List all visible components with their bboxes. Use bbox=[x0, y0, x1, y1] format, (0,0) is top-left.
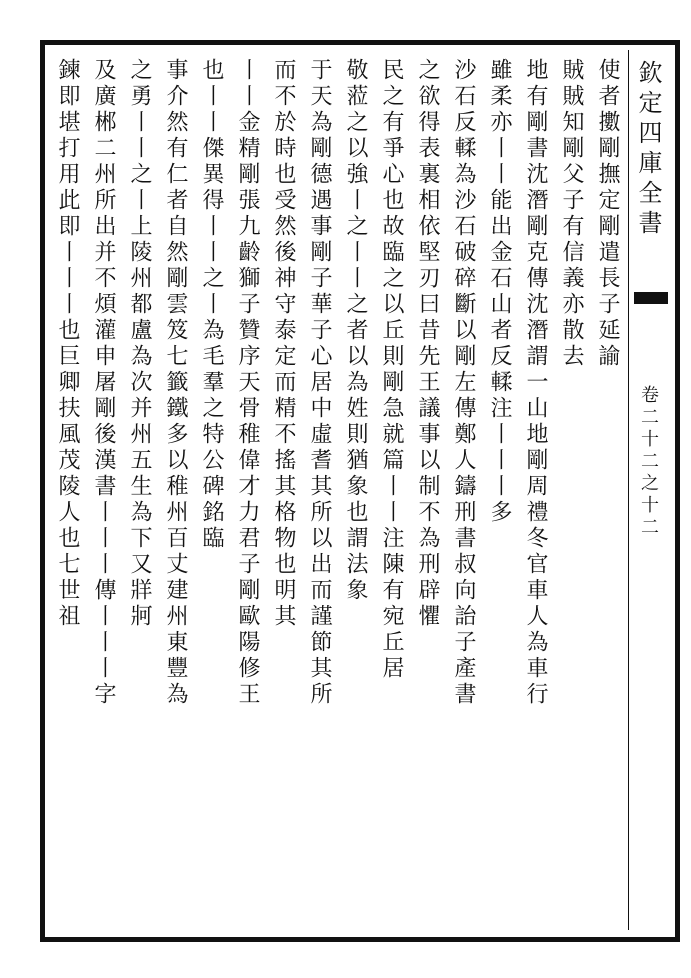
text-column-11: 丨丨金精剛張九齡獅子贊序天骨稚偉才力君子剛歐陽修王 bbox=[235, 58, 260, 708]
margin-title: 欽定四庫全書 bbox=[634, 60, 662, 240]
text-column-15: 及廣郴二州所出并不煩灌申屠剛後漢書丨丨丨傳丨丨丨字 bbox=[91, 58, 116, 708]
text-column-10: 而不於時也受然後神守泰定而精不搖其格物也明其 bbox=[271, 58, 296, 630]
fish-tail-mark bbox=[634, 292, 668, 304]
text-column-16: 鍊即堪打用此即丨丨丨也巨卿扶風茂陵人也七世祖 bbox=[55, 58, 80, 630]
text-column-12: 也丨丨傑異得丨丨之丨為毛羣之特公碑銘臨 bbox=[199, 58, 224, 552]
text-column-3: 地有剛書沈潛剛克傳沈潛謂一山地剛周禮冬官車人為車行 bbox=[523, 58, 548, 708]
text-column-9: 于天為剛德遇事剛子華子心居中虛耆其所以出而謹節其所 bbox=[307, 58, 332, 708]
text-column-6: 之欲得表裏相依堅刃曰昔先王議事以制不為刑辟懼 bbox=[415, 58, 440, 630]
text-column-1: 使者擻剛撫定剛遣長子延諭 bbox=[595, 58, 620, 370]
text-column-7: 民之有爭心也故臨之以丘則剛急就篇丨丨注陳有宛丘居 bbox=[379, 58, 404, 682]
text-column-13: 事介然有仁者自然剛雲笈七籤鐵多以稚州百丈建州東豐為 bbox=[163, 58, 188, 708]
margin-volume: 卷二十二之十二 bbox=[638, 385, 659, 539]
text-column-14: 之勇丨丨之丨上陵州都盧為次并州五生為下又牂牁 bbox=[127, 58, 152, 630]
text-column-2: 賊賊知剛父子有信義亦散去 bbox=[559, 58, 584, 370]
text-column-5: 沙石反輮為沙石破碎斷以剛左傳鄭人鑄刑書叔向詒子產書 bbox=[451, 58, 476, 708]
text-column-4: 雖柔亦丨丨能出金石山者反輮注丨丨丨多 bbox=[487, 58, 512, 526]
text-column-8: 敬蒞之以強丨之丨丨之者以為姓則猶象也謂法象 bbox=[343, 58, 368, 604]
